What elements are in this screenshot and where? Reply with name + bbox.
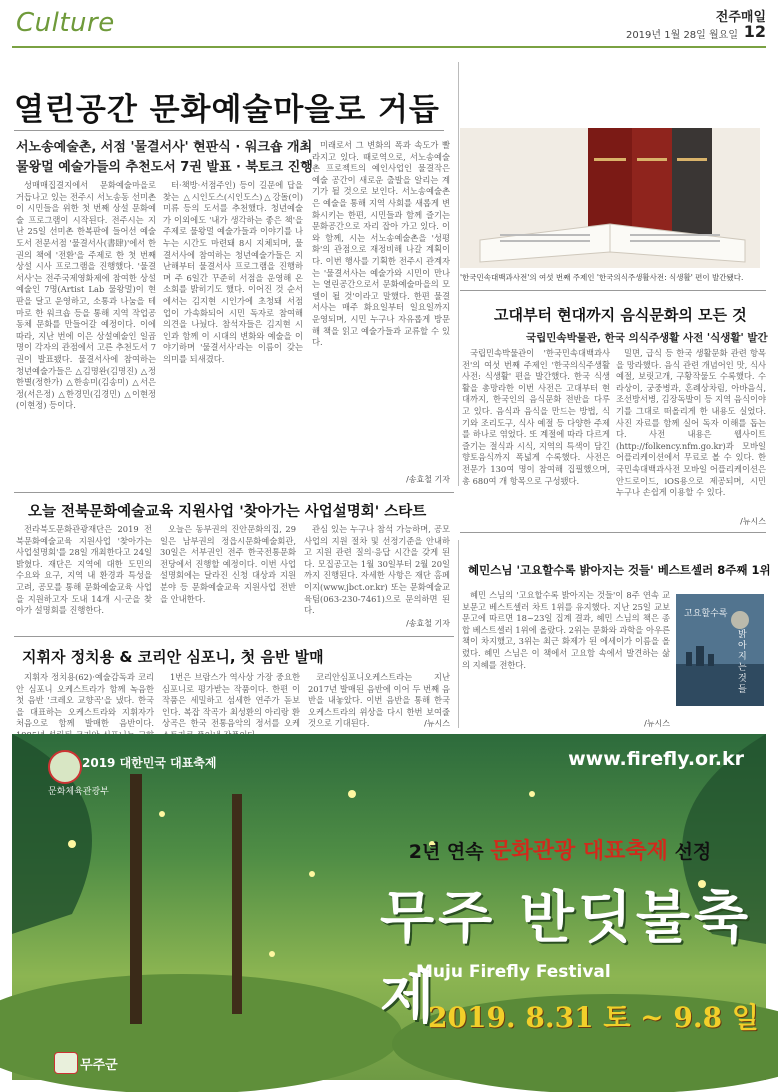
lead-subhead-2: 물왕멀 예술가들의 추천도서 7권 발표 · 북토크 진행 [16,160,313,175]
dateline: 2019년 1월 28일 월요일 [625,30,738,41]
education-column-3: 관심 있는 누구나 참석 가능하며, 공모사업의 지원 절차 및 선정기준을 안내하고 지원 관련 질의·응답 시간을 갖게 된다. 모집공고는 1월 30일부터 2월 20일까지 진행된다. 자세한 사항은 재단 홈페이지(www.jbct.or.kr) 또는 문화예술교육팀(063-230-7461)으로 문의하면 된다. [304,524,450,616]
concert-column-2: 1번은 브람스가 역사상 가장 중요한 심포니로 평가받는 작품이다. 한편 이 작품은 세밀하고 섬세한 연주가 돋보인다. 복잡 작곡가 최성환의 아리랑 환상곡은 한국 전통음악의 정서를 오케 [162,672,300,729]
concert-rule [14,636,454,637]
education-headline: 오늘 전북문화예술교육 지원사업 '찾아가는 사업설명회' 스타트 [28,504,427,520]
ad-county: 무주군 [80,1058,118,1073]
lead-headline: 열린공간 문화예술마을로 거듭 [14,92,440,128]
header-rule [12,46,766,48]
dictionary-photo [460,128,760,268]
bestseller-rule [460,532,766,533]
food-column-2: 밀면, 급식 등 한국 생활문화 관련 항목을 망라했다. 음식 관련 개념어인 맛, 식사예절, 보릿고개, 구황작물도 수록했다. 수라상이, 궁중병과, 혼례상차림, 아바음식, 조선방서병, 김장독발이 등 지역 음식이야기를 그대로 떠올리게 한 내용도 실었다. 사진 자료를 함께 실어 독자 이해를 돕는다. 사전 내용은 웹사이트(http://folkency.nfm.go.kr)과 모바일 어플리케이션에서 무료로 볼 수 있다. 한국민속대백과사전 모바일 어플리케이션은 안드로이드, iOS용으로 제공되며, 시민 누구나 손쉽게 이용할 수 있다. [616,348,766,498]
lead-column-2: 터·책방·서점주인) 등이 길문에 답을 찾는 △시인도스(시인도스)△강돌(이)미류 등의 도서를 추천했다. 청년예술가 이외에도 '내가 생각하는 좋은 책'을 주제로 물왕멀 예술가들과 이야기를 나누는 시간도 마련돼 8시 지체되며, 물결서사에 참여하는 청년예술가들은 지난해부터 물결서사 프로그램을 진행하며 주 6일간 꾸준히 서점을 운영해 온 소회를 밝히기도 했다. 이어진 것 순서에서는 김지현 시인가에 초청돼 서점 업이 가속화되어 시민 독자로 참여해 의견을 나눴다. 참석자들은 김지현 시인과 함께 이 시대의 변화와 예술을 이야기하며 '물결서사'라는 이름이 갖는 의미를 되새겼다. [163,180,303,364]
food-rule [460,290,766,291]
education-column-2: 오늘은 동부권의 진안문화의집, 29일은 남부권의 정읍시문화예술회관, 30일은 서부권인 전주 한국전통문화전당에서 진행할 예정이다. 이번 사업설명회에는 달라진 신청 대상과 지원 분야 등 문화예술교육 지원사업 전반을 안내한다. [160,524,296,604]
ad-url[interactable]: www.firefly.or.kr [568,748,744,770]
festival-emblem-icon [48,750,82,784]
ad-english-title: Muju Firefly Festival [416,962,611,982]
cover-title-2: 밝아지는 것들 [738,630,747,695]
food-subhead: 국립민속박물관, 한국 의식주생활 사전 '식생활' 발간 [526,332,768,344]
concert-byline: /뉴시스 [424,719,450,728]
concert-headline: 지휘자 정치용 & 코리안 심포니, 첫 음반 발매 [22,648,324,666]
book-cover [676,594,764,706]
festival-ad [12,734,766,1080]
concert-column-3: 코리안심포니오케스트라는 지난 2017년 발매된 음반에 이어 두 번째 음반을 내놓았다. 이번 음반을 통해 한국 오케스트라의 위상을 다시 한번 보여줄 것으로 기대된다. [308,672,450,729]
ad-dates: 2019. 8.31 토 ~ 9.8 일 [428,1001,759,1034]
lead-rule [14,130,444,131]
education-byline: /송효철 기자 [406,619,450,628]
lead-byline: /송효철 기자 [406,475,450,484]
ad-badge: 2019 대한민국 대표축제 [82,756,217,770]
ad-tagline: 2년 연속 문화관광 대표축제 선정 [408,839,712,864]
education-rule [14,492,454,493]
education-column-1: 전라북도문화관광재단은 2019 전북문화예술교육 지원사업 '찾아가는 사업설명회'를 28일 개최한다고 24일 밝혔다. 재단은 지역에 대한 도민의 수요와 요구, 지역 내 환경과 특성을 고려, 공모를 통해 문화예술교육 사업을 지원하고자 도내 14개 시·군을 찾아가 설명회를 진행한다. [16,524,152,616]
dictionary-caption: '한국민속대백과사전'의 여섯 번째 주제인 '한국의식주생활사전: 식생활' 편이 발간됐다. [460,273,744,282]
lead-column-3: 미래로서 그 변화의 폭과 속도가 빨라지고 있다. 때로역으로, 서노송예술촌 프로젝트의 예인사업인 물결작은 예술 공간이 새로운 출발을 알리는 계기가 될 것으로 보인다. 서노송예술촌은 예술을 통해 지역 사회를 새롭게 변화시키는 한편, 시민들과 함께 즐기는 문화공간으로 자리 잡아 가고 있다. 이와 함께, 시는 서노송예술촌을 '성평화'의 관점으로 재정비해 나갈 계획이다. 이번 행사를 기획한 전주시 관계자는 '물결서사는 예술가와 시민이 만나는 열린공간으로서 문화예술마을의 모델이 될 것'이라고 말했다. 한편 물결서사는 매주 화요일부터 일요일까지 운영되며, 시민 누구나 자유롭게 방문해 책을 읽고 예술가들과 교류할 수 있다. [312,140,450,348]
section-name: Culture [16,8,115,38]
ad-title: 무주 반딧불축제 [380,885,753,1031]
food-byline: /뉴시스 [740,517,766,526]
concert-column-1: 지휘자 정치용(62)·예술감독과 코리안 심포니 오케스트라가 함께 녹음한 첫 음반 '크레오 교향곡'을 냈다. 한국을 대표하는 오케스트라와 지휘자가 처음으로 함께 발매한 음반이다. [16,672,154,729]
bestseller-byline: /뉴시스 [644,719,670,728]
food-headline: 고대부터 현대까지 음식문화의 모든 것 [494,306,747,324]
books-illustration [460,128,760,268]
ad-ministry: 문화체육관광부 [48,787,109,797]
bestseller-headline: 혜민스님 '고요할수록 밝아지는 것들' 베스트셀러 8주째 1위 [468,563,771,577]
bestseller-body: 혜민 스님의 '고요할수록 밝아지는 것들'이 8주 연속 교보문고 베스트셀러 차트 1위를 유지했다. 지난 25일 교보문고에 따르면 18~23일 집계 결과, 혜민 스님의 책은 종합 베스트셀러 1위에 올랐다. 2위는 문화와 과학을 아우른 책이 차지했고, 3위는 최근 화제가 된 에세이가 이름을 올렸다. 혜민 스님은 이 책에서 고요함 속에서 발견하는 삶의 지혜를 전한다. [462,590,670,670]
column-divider-2 [458,540,459,728]
lead-subhead-1: 서노송예술촌, 서점 '물결서사' 현판식 · 워크숍 개최 [16,140,313,155]
county-logo-icon [54,1052,78,1074]
masthead: 전주매일 [715,10,766,25]
lead-column-1: 성매매집결지에서 문화예술마을로 거듭나고 있는 전주시 서노송동 선미촌이 시민들을 위한 첫 번째 상설 문화예술 프로그램이 시작된다. 전주시는 지난 25일 선미촌 한복판에 들어선 예술도서 전문서점 '물결서사(書肆)'에서 한 권의 책에 '전환'을 주제로 한 첫 번째 상설 시사 프로그램을 진행했다. '물결서사'는 전주국제영화제에 참여한 상설예술인 7명(Artist Lab 물왕멀)이 현판을 달고 운영하고, 소통과 나눔을 테마로 한 워크숍 등을 통해 지역 작업공동체 문화를 만들어갈 예정이다. 이에 따라, 지난 번에 이은 상설예술인 일곱 명이 각자의 관점에서 고른 추천도서 7권이 발표됐다. 물결서사에 참여하는 청년예술가들은 △김명완(김명진) △정한별(정한가) △한송미(김송미) △서은정(서은정) △한경민(김경민) △이현정(이현정) 등이다. [16,180,156,411]
column-divider [458,62,459,486]
food-column-1: 국립민속박물관이 '한국민속대백과사전'의 여섯 번째 주제인 '한국의식주생활사전: 식생활' 편을 발간했다. 한국 식생활을 총망라한 이번 사전은 고대부터 현대까지, 한국인의 음식문화 전반을 다루고 있다. 음식과 음식을 만드는 방법, 식기와 조리도구, 식사 예절 등 다양한 주제를 하나로 엮었다. 또 계절에 따라 다르게 즐기는 절식과 시식, 지역의 특색이 담긴 향토음식까지 폭넓게 수록했다. 사전은 전문가 130여 명이 참여해 집필했으며, 총 680여 개 항목으로 구성됐다. [462,348,610,486]
cover-title: 고요할수록 [684,609,728,619]
page-number: 12 [743,22,766,41]
